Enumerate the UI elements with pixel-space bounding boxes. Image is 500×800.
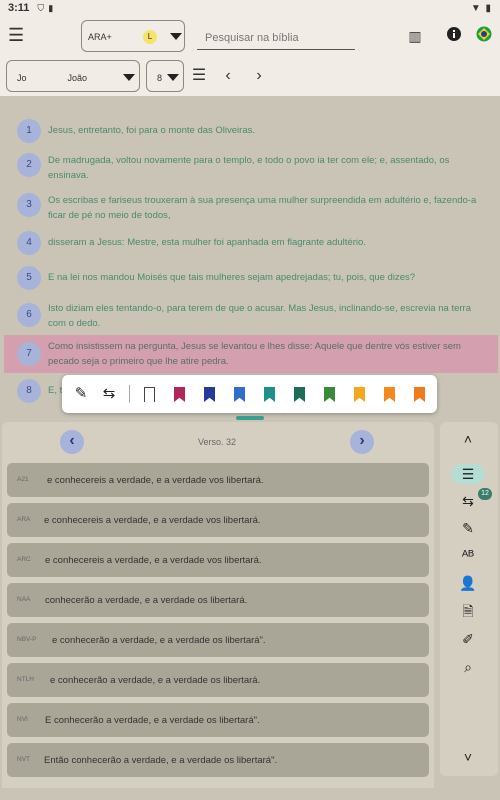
status-time: 3:11 xyxy=(8,2,30,14)
shield-icon: ⛉ xyxy=(37,2,45,13)
columns-icon[interactable]: ▥ xyxy=(408,28,422,44)
top-app-bar xyxy=(0,16,500,56)
verse-number: 2 xyxy=(17,153,41,177)
next-verse-button[interactable]: › xyxy=(350,430,374,454)
verse-item[interactable] xyxy=(4,231,498,255)
search-icon[interactable]: ⌕ xyxy=(464,659,472,675)
version-abbr: A21 xyxy=(17,476,29,483)
compare-text: e conhecereis a verdade, e a verdade vos libertará. xyxy=(47,475,264,486)
compare-row[interactable] xyxy=(7,623,429,657)
pdf-icon[interactable]: 🗎 xyxy=(462,603,474,619)
bookmark-color-icon[interactable] xyxy=(384,387,395,402)
pencil-icon[interactable]: ✎ xyxy=(462,520,474,536)
bookmark-color-icon[interactable] xyxy=(264,387,275,402)
compare-icon[interactable]: ⇆ xyxy=(102,385,116,402)
list-icon[interactable]: ☰ xyxy=(191,67,207,84)
compare-count-badge: 12 xyxy=(478,488,492,500)
version-abbr: NAA xyxy=(17,596,31,603)
edit-note-icon[interactable]: ✐ xyxy=(462,631,474,647)
compare-text: e conhecerão a verdade, e a verdade os libertará". xyxy=(52,635,266,646)
verse-item[interactable] xyxy=(4,153,498,183)
version-badge: L xyxy=(143,30,157,44)
spellcheck-icon[interactable]: ᴬᴮ xyxy=(461,547,475,563)
verse-number: 7 xyxy=(17,342,41,366)
version-abbr: NBV-P xyxy=(17,636,37,643)
verse-item[interactable] xyxy=(4,119,498,143)
compare-row[interactable] xyxy=(7,583,429,617)
verse-text: Como insistissem na pergunta, Jesus se levantou e lhes disse: Aquele que dentre vós estiver sem pecado seja o primeiro que lhe atire pedra. xyxy=(48,341,461,367)
compare-text: e conhecereis a verdade, e a verdade vos libertará. xyxy=(44,515,261,526)
compare-row[interactable] xyxy=(7,503,429,537)
verse-text: E na lei nos mandou Moisés que tais mulheres sejam apedrejadas; tu, pois, que dizes? xyxy=(48,272,416,283)
bookmark-color-icon[interactable] xyxy=(294,387,305,402)
version-abbr: NVT xyxy=(17,756,30,763)
wifi-battery-icons: ▼ ▮ xyxy=(470,2,492,14)
compare-text: e conhecereis a verdade, e a verdade vos libertará. xyxy=(45,555,262,566)
version-label: ARA+ xyxy=(88,32,112,42)
chevron-down-icon xyxy=(167,74,179,81)
verse-indicator: Verso. 32 xyxy=(198,437,237,447)
bookmark-color-icon[interactable] xyxy=(234,387,245,402)
version-abbr: ARA xyxy=(17,516,31,523)
bible-reader[interactable] xyxy=(4,101,498,415)
compare-row[interactable] xyxy=(7,663,429,697)
chapter-number: 8 xyxy=(157,73,163,83)
book-select[interactable] xyxy=(6,60,140,92)
panel-resize-handle[interactable] xyxy=(236,416,264,420)
compare-text: conhecerão a verdade, e a verdade os libertará. xyxy=(45,595,248,606)
side-tools-panel xyxy=(440,422,498,776)
menu-icon[interactable]: ☰ xyxy=(8,25,25,45)
navigation-bar xyxy=(0,56,500,96)
verse-text: De madrugada, voltou novamente para o templo, e todo o povo ia ter com ele; e, assentado, os ensinava. xyxy=(48,155,450,181)
brazil-flag-icon[interactable] xyxy=(474,26,494,46)
verse-number: 3 xyxy=(17,193,41,217)
verse-item-selected[interactable] xyxy=(4,335,498,373)
compare-row[interactable] xyxy=(7,703,429,737)
bookmark-color-icon[interactable] xyxy=(324,387,335,402)
compare-row[interactable] xyxy=(7,543,429,577)
verse-item[interactable] xyxy=(4,266,498,290)
status-bar xyxy=(0,0,500,16)
verse-text: Jesus, entretanto, foi para o monte das Oliveiras. xyxy=(48,125,255,136)
verse-item[interactable] xyxy=(4,193,498,223)
book-name: João xyxy=(67,73,88,83)
chevron-down-icon xyxy=(170,33,182,40)
verse-text: Isto diziam eles tentando-o, para terem de que o acusar. Mas Jesus, inclinando-se, escrevia na terra com o dedo. xyxy=(48,303,471,329)
verse-number: 1 xyxy=(17,119,41,143)
bookmark-color-icon[interactable] xyxy=(204,387,215,402)
compare-icon[interactable]: ⇆ xyxy=(462,493,474,509)
verse-number: 6 xyxy=(17,303,41,327)
compare-row[interactable] xyxy=(7,463,429,497)
verse-text: Os escribas e fariseus trouxeram à sua presença uma mulher surpreendida em adultério e, fazendo-a ficar de pé no meio de todos, xyxy=(48,195,477,221)
chapter-select[interactable] xyxy=(146,60,184,92)
version-abbr: ARC xyxy=(17,556,31,563)
chevron-down-icon[interactable]: ˅ xyxy=(463,749,473,765)
divider xyxy=(129,385,130,403)
previous-chapter-button[interactable]: ‹ xyxy=(225,67,231,84)
list-icon[interactable]: ☰ xyxy=(451,464,485,484)
bookmark-color-icon[interactable] xyxy=(174,387,185,402)
compare-text: Então conhecerão a verdade, e a verdade os libertará". xyxy=(44,755,278,766)
pencil-icon[interactable]: ✎ xyxy=(74,385,88,402)
compare-row[interactable] xyxy=(7,743,429,777)
chevron-down-icon xyxy=(123,74,135,81)
compare-text: E conhecerão a verdade, e a verdade os libertará". xyxy=(45,715,260,726)
compare-text: e conhecerão a verdade, e a verdade os libertará. xyxy=(50,675,261,686)
highlight-toolbar xyxy=(62,375,437,413)
verse-item[interactable] xyxy=(4,301,498,331)
version-abbr: NTLH xyxy=(17,676,34,683)
verse-number: 5 xyxy=(17,266,41,290)
book-abbr: Jo xyxy=(17,73,27,83)
next-chapter-button[interactable]: › xyxy=(256,67,262,84)
sd-icon: ▮ xyxy=(48,2,54,13)
bookmark-color-icon[interactable] xyxy=(414,387,425,402)
verse-text: disseram a Jesus: Mestre, esta mulher foi apanhada em flagrante adultério. xyxy=(48,237,366,248)
verse-number: 8 xyxy=(17,379,41,403)
verse-text: E, t xyxy=(48,385,63,396)
version-select[interactable] xyxy=(81,20,185,52)
system-nav-bar xyxy=(0,788,500,800)
verse-number: 4 xyxy=(17,231,41,255)
bookmark-outline-icon[interactable] xyxy=(144,387,155,402)
user-edit-icon[interactable]: 👤 xyxy=(459,575,477,591)
search-input[interactable]: Pesquisar na bíblia xyxy=(197,20,355,50)
version-abbr: NVI xyxy=(17,716,28,723)
chevron-up-icon[interactable]: ˄ xyxy=(463,431,473,447)
bookmark-color-icon[interactable] xyxy=(354,387,365,402)
compare-panel xyxy=(2,422,434,796)
info-icon[interactable] xyxy=(444,26,464,46)
previous-verse-button[interactable]: ‹ xyxy=(60,430,84,454)
